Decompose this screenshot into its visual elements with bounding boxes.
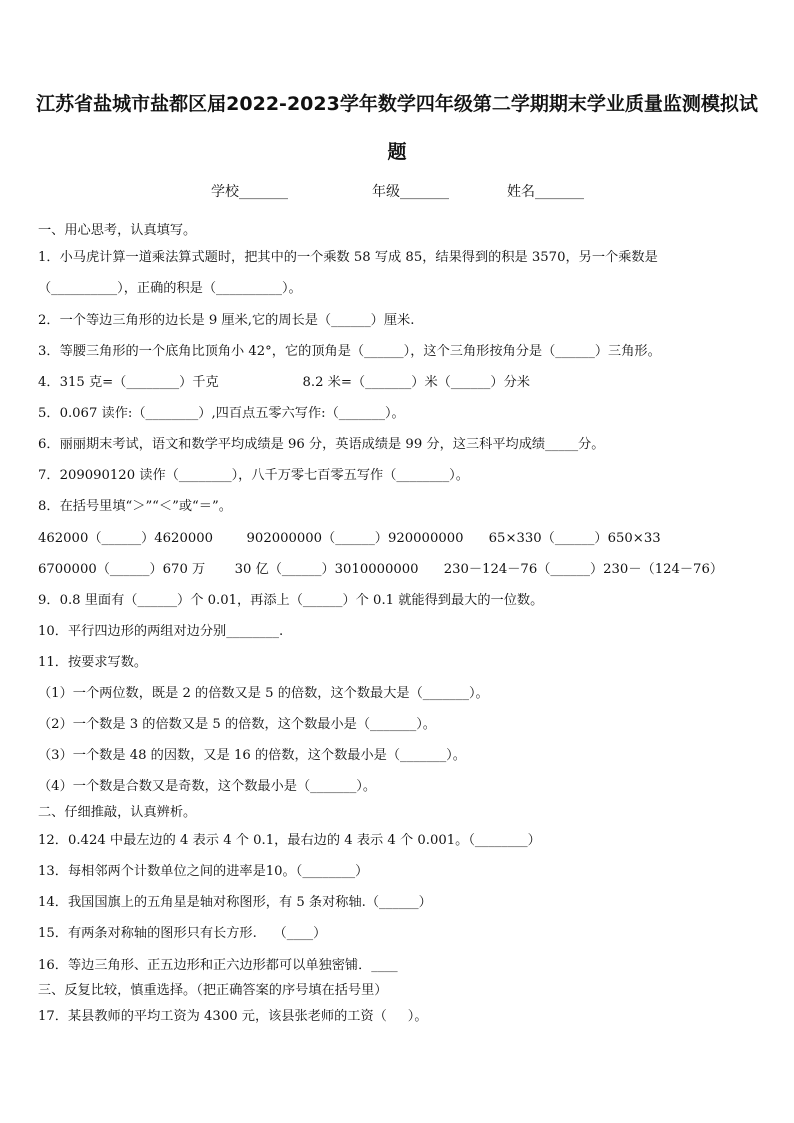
question-1-cont: （__________），正确的积是（__________）。: [38, 281, 302, 296]
question-11-part-4: （4）一个数是合数又是奇数，这个数最小是（_______）。: [38, 779, 377, 794]
name-field[interactable]: 姓名_______: [507, 184, 584, 200]
question-16: 16．等边三角形、正五边形和正六边形都可以单独密铺．____: [38, 958, 398, 973]
question-11-part-1: （1）一个两位数，既是 2 的倍数又是 5 的倍数，这个数最大是（_______）。: [38, 686, 489, 701]
question-11: 11．按要求写数。: [38, 655, 148, 670]
question-14: 14．我国国旗上的五角星是轴对称图形，有 5 条对称轴.（______）: [38, 895, 432, 910]
school-field[interactable]: 学校_______: [211, 184, 288, 200]
page-title: [0, 84, 794, 172]
question-6: 6．丽丽期末考试，语文和数学平均成绩是 96 分，英语成绩是 99 分，这三科平均成绩_____分。: [38, 437, 605, 452]
grade-field[interactable]: 年级_______: [372, 184, 449, 200]
section-heading-1: 一、用心思考，认真填写。: [38, 223, 197, 238]
question-9: 9．0.8 里面有（______）个 0.01，再添上（______）个 0.1 就能得到最大的一位数。: [38, 593, 544, 608]
question-2: 2．一个等边三角形的边长是 9 厘米,它的周长是（______）厘米.: [38, 313, 415, 328]
question-7: 7．209090120 读作（________），八千万零七百零五写作（________）。: [38, 468, 469, 483]
question-8: 8．在括号里填“＞”“＜”或“＝”。: [38, 499, 232, 514]
section-heading-2: 二、仔细推敲，认真辨析。: [38, 805, 197, 820]
question-8-row-2: 6700000（______）670 万 30 亿（______）3010000000 230－124－76（______）230－（124－76）: [38, 562, 724, 577]
question-4: 4．315 克=（________）千克 8.2 米=（_______）米（______）分米: [38, 375, 530, 390]
question-11-part-2: （2）一个数是 3 的倍数又是 5 的倍数，这个数最小是（_______）。: [38, 717, 436, 732]
question-13: 13．每相邻两个计数单位之间的进率是10。（________）: [38, 864, 369, 879]
section-heading-3: 三、反复比较，慎重选择。（把正确答案的序号填在括号里）: [38, 983, 388, 998]
question-10: 10．平行四边形的两组对边分别________.: [38, 624, 284, 639]
question-3: 3．等腰三角形的一个底角比顶角小 42°，它的顶角是（______），这个三角形按角分是（______）三角形。: [38, 344, 661, 359]
question-5: 5．0.067 读作:（________）,四百点五零六写作:（_______）。: [38, 406, 405, 421]
question-15: 15．有两条对称轴的图形只有长方形. （____）: [38, 926, 327, 941]
question-11-part-3: （3）一个数是 48 的因数，又是 16 的倍数，这个数最小是（_______）。: [38, 748, 466, 763]
title-line-1: 江苏省盐城市盐都区届2022-2023学年数学四年级第二学期期末学业质量监测模拟试: [36, 93, 758, 115]
question-8-row-1: 462000（______）4620000 902000000（______）920000000 65×330（______）650×33: [38, 531, 661, 546]
question-17: 17．某县教师的平均工资为 4300 元，该县张老师的工资（ ）。: [38, 1009, 428, 1024]
title-line-2: 题: [387, 141, 407, 163]
question-12: 12．0.424 中最左边的 4 表示 4 个 0.1，最右边的 4 表示 4 个 0.001。（________）: [38, 833, 541, 848]
question-1: 1．小马虎计算一道乘法算式题时，把其中的一个乘数 58 写成 85，结果得到的积是 3570，另一个乘数是: [38, 250, 658, 265]
